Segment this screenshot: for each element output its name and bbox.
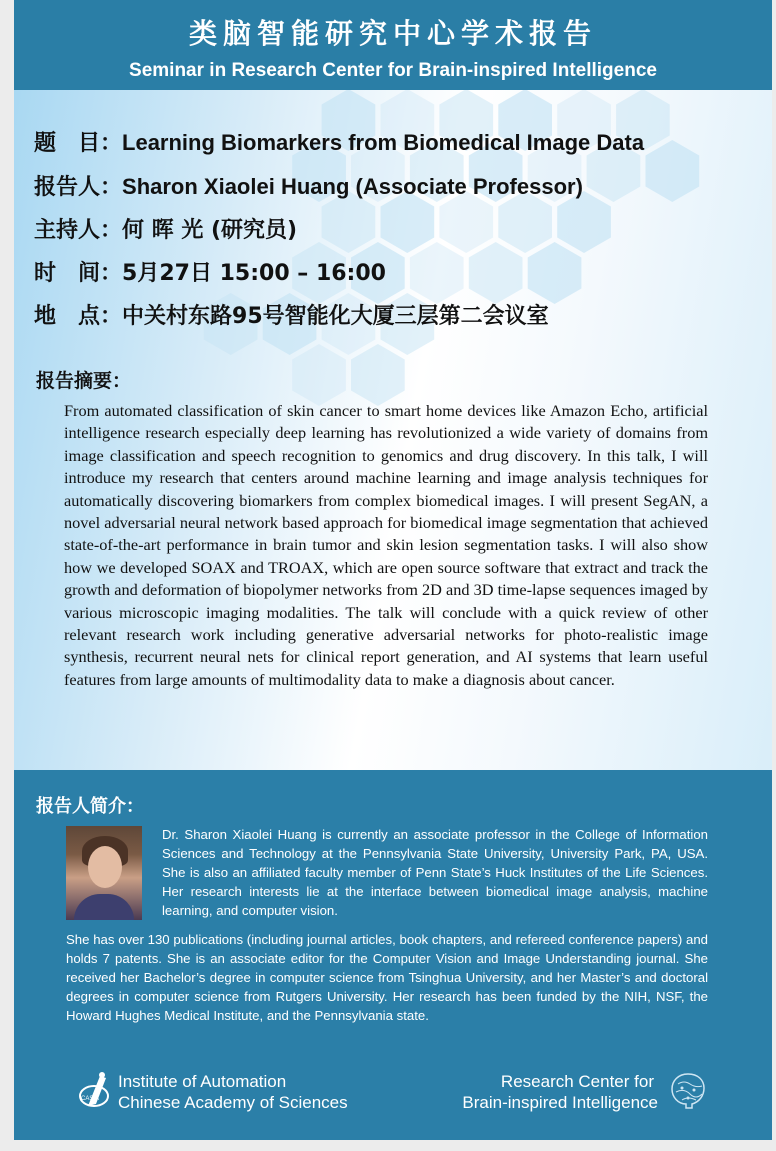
place-value: 中关村东路95号智能化大厦三层第二会议室 xyxy=(122,304,549,329)
casia-line-2: Chinese Academy of Sciences xyxy=(118,1093,348,1112)
topic-row xyxy=(34,126,644,157)
hexagon-shape xyxy=(528,242,582,304)
speaker-photo xyxy=(66,826,142,920)
bio-panel xyxy=(14,770,772,1140)
abstract-text: From automated classification of skin cancer to smart home devices like Amazon Echo, artificial intelligence research especially deep learning has revolutionized a wide variety of domains from image classification and speech recognition to genomics and drug discovery. In this talk, I will introduce my research that centers around machine learning and image analysis techniques for automatically discovering biomarkers from complex biomedical images. I will present SegAN, a novel adversarial neural network based approach for biomedical image segmentation that achieved state-of-the-art performance in brain tumor and skin lesion segmentation tasks. I will also show how we developed SOAX and TROAX, which are open source software that extract and track the growth and deformation of biopolymer networks from 2D and 3D time-lapse sequences imaged by various microscopic imaging modalities. The talk will conclude with a quick review of other relevant research work including generative adversarial networks for photo-realistic image synthesis, recurrent neural nets for clinical report generation, and AI systems that learn useful features from large amounts of multimodality data to make a diagnosis about cancer. xyxy=(64,401,708,689)
speaker-label: 报告人： xyxy=(34,175,123,200)
hexagon-shape xyxy=(351,344,405,406)
bii-logo xyxy=(454,1070,754,1120)
main-panel xyxy=(14,90,772,770)
speaker-row xyxy=(34,170,583,201)
place-label: 地 点： xyxy=(34,304,123,329)
casia-line-1: Institute of Automation xyxy=(118,1072,287,1091)
title-chinese: 类脑智能研究中心学术报告 xyxy=(188,17,597,50)
bio-paragraph-2: She has over 130 publications (including journal articles, book chapters, and refereed conference papers) and holds 7 patents. She is an associate editor for the Computer Vision and Image Understanding journal. She received her Bachelor’s degree in computer science from Tsinghua University, and her Master’s and doctoral degrees in computer science from Rutgers University. Her research has been funded by the NIH, NSF, the Howard Hughes Medical Institute, and the Pennsylvania state. xyxy=(66,932,708,1023)
hexagon-shape xyxy=(410,242,464,304)
host-value: 何 晖 光 (研究员) xyxy=(122,218,298,243)
casia-logo xyxy=(78,1070,378,1120)
host-row xyxy=(34,213,297,244)
abstract-heading: 报告摘要： xyxy=(36,370,132,392)
host-label: 主持人： xyxy=(34,218,123,243)
time-row xyxy=(34,256,386,287)
topic-label: 题 目： xyxy=(34,131,123,156)
brain-icon xyxy=(668,1070,708,1110)
topic-value: Learning Biomarkers from Biomedical Image Data xyxy=(122,130,645,155)
hexagon-shape xyxy=(646,140,700,202)
hexagon-shape xyxy=(469,242,523,304)
place-row xyxy=(34,299,549,330)
bii-line-2: Brain-inspired Intelligence xyxy=(462,1093,658,1112)
casia-logo-icon xyxy=(78,1070,114,1112)
hexagon-shape xyxy=(292,344,346,406)
bio-heading: 报告人简介： xyxy=(36,796,144,817)
time-value: 5月27日 15:00 – 16:00 xyxy=(122,261,386,286)
header-banner xyxy=(14,0,772,90)
time-label: 时 间： xyxy=(34,261,123,286)
speaker-value: Sharon Xiaolei Huang (Associate Professor) xyxy=(122,174,583,199)
svg-text:CASIA: CASIA xyxy=(81,1096,100,1102)
bii-line-1: Research Center for xyxy=(500,1072,654,1091)
bio-paragraph-1: Dr. Sharon Xiaolei Huang is currently an associate professor in the College of Information Sciences and Technology at the Pennsylvania State University, University Park, PA, USA. She is also an affiliated faculty member of Penn State’s Huck Institutes of the Life Sciences. Her research interests lie at the interface between biomedical image analysis, machine learning, and computer vision. xyxy=(162,827,708,918)
title-english: Seminar in Research Center for Brain-inspired Intelligence xyxy=(129,60,657,81)
seminar-poster xyxy=(14,0,772,1140)
